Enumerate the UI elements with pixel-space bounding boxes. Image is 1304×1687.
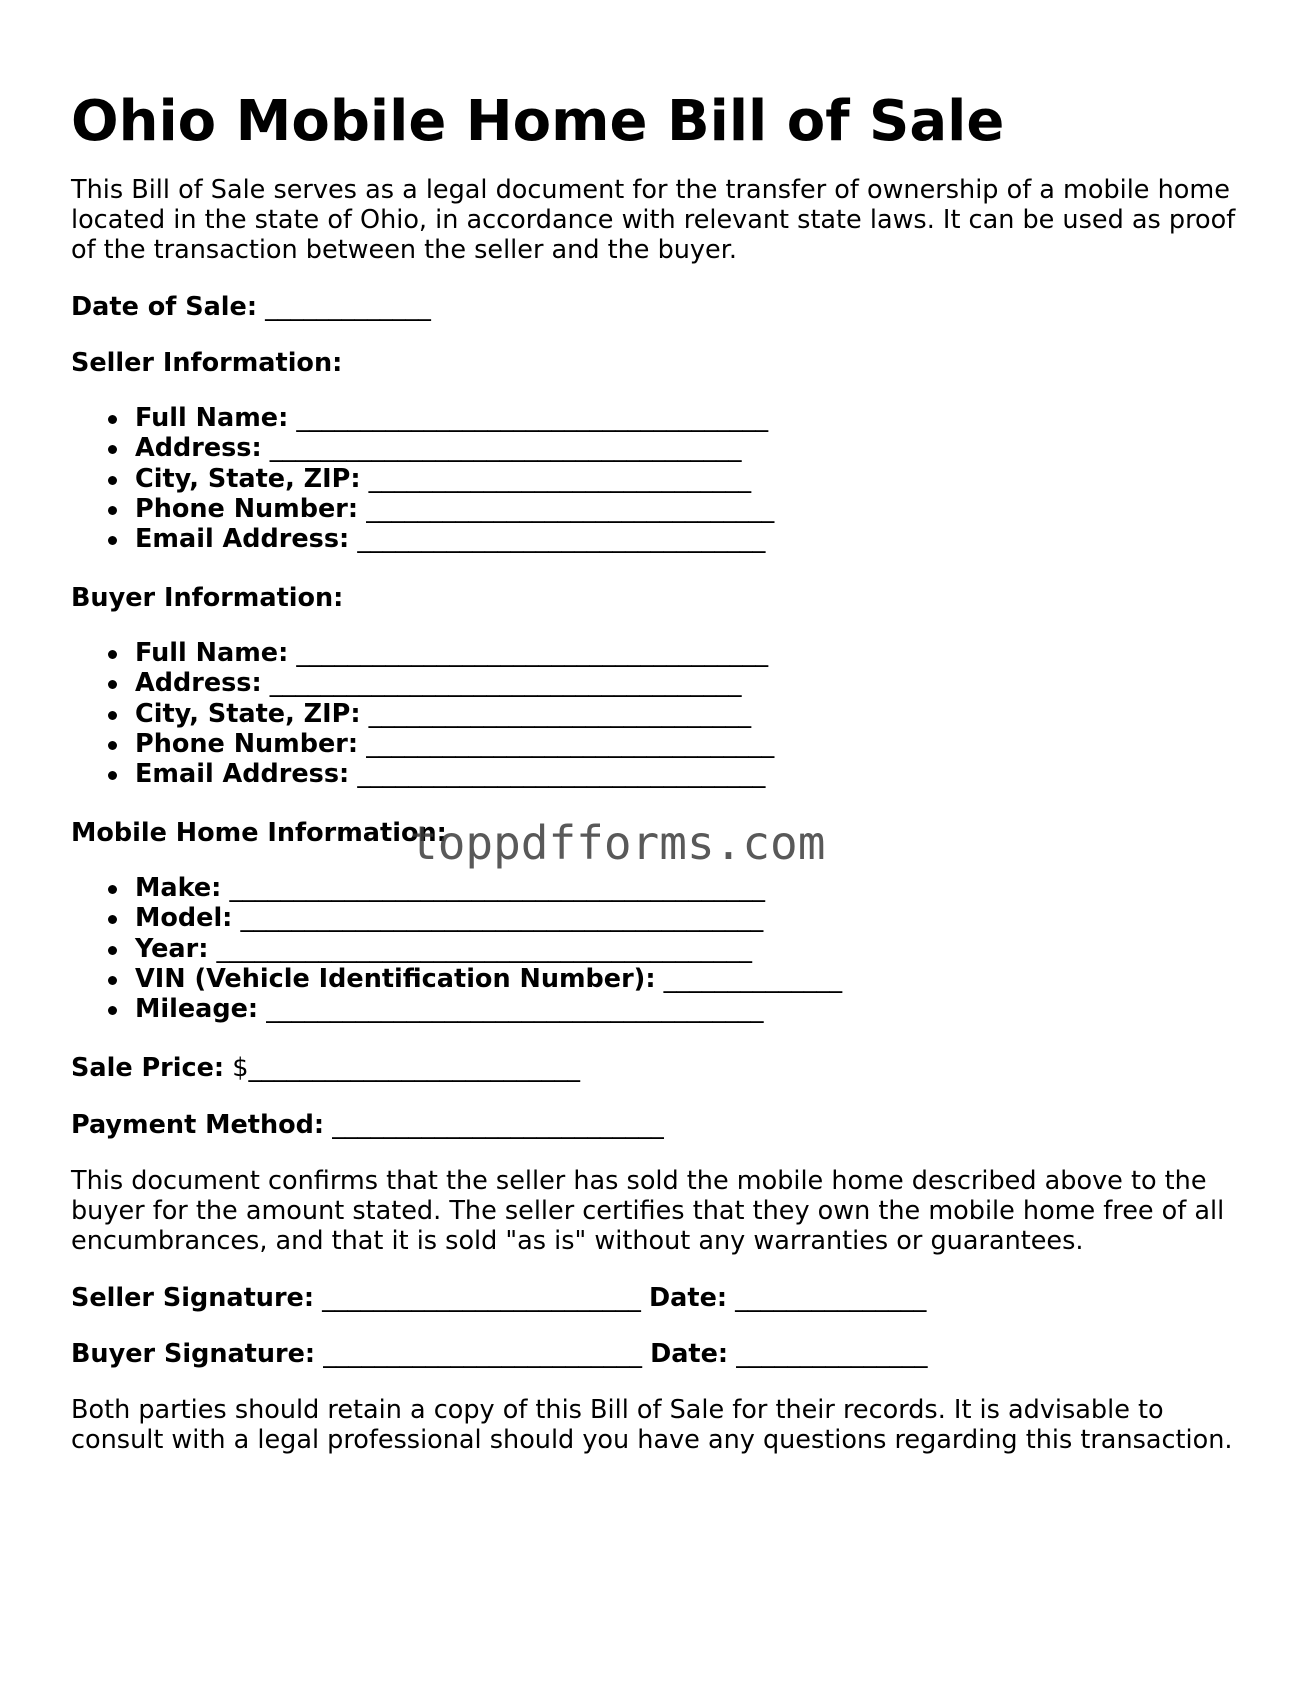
field-label: Email Address: [135, 759, 350, 790]
field-label: City, State, ZIP: [135, 698, 361, 729]
payment-method-label: Payment Method: [71, 1110, 325, 1140]
vin-item [71, 964, 842, 994]
buyer-email-item [71, 759, 774, 789]
mileage-item [71, 994, 842, 1024]
sale-price-blank[interactable]: $__________________________ [232, 1053, 580, 1083]
buyer-date-blank[interactable]: _______________ [736, 1339, 928, 1369]
mobile-home-section-title: Mobile Home Information: [71, 818, 447, 848]
field-label: Phone Number: [135, 728, 359, 759]
payment-method-blank[interactable]: __________________________ [332, 1110, 664, 1140]
seller-signature-blank[interactable]: _________________________ [322, 1283, 641, 1313]
bullet-icon [108, 915, 117, 924]
year-blank[interactable]: __________________________________________ [216, 933, 753, 964]
sale-price-field [71, 1053, 580, 1083]
date-of-sale-blank[interactable]: _____________ [265, 292, 431, 322]
page-title: Ohio Mobile Home Bill of Sale [71, 89, 1005, 154]
seller-email-blank[interactable]: ________________________________ [357, 524, 766, 555]
field-label: VIN (Vehicle Identification Number): [135, 963, 656, 994]
field-label: Address: [135, 668, 262, 699]
bullet-icon [108, 650, 117, 659]
model-item [71, 903, 842, 933]
vin-blank[interactable]: ______________ [663, 963, 843, 994]
seller-city-state-zip-blank[interactable]: ______________________________ [368, 463, 752, 494]
seller-email-item [71, 524, 774, 554]
buyer-city-state-zip-item [71, 699, 774, 729]
field-label: Year: [135, 933, 209, 964]
bullet-icon [108, 680, 117, 689]
field-label: Full Name: [135, 403, 289, 433]
field-label: Full Name: [135, 638, 289, 668]
buyer-full-name-item [71, 638, 774, 668]
field-label: Mileage: [135, 994, 259, 1025]
date-of-sale-field [71, 292, 431, 322]
mileage-blank[interactable]: _______________________________________ [266, 994, 764, 1025]
buyer-phone-item [71, 729, 774, 759]
seller-phone-blank[interactable]: ________________________________ [366, 493, 775, 524]
buyer-date-label: Date: [650, 1339, 729, 1369]
payment-method-field [71, 1110, 664, 1140]
seller-date-blank[interactable]: _______________ [735, 1283, 927, 1313]
bullet-icon [108, 445, 117, 454]
buyer-fields-list [71, 638, 774, 789]
year-item [71, 934, 842, 964]
bullet-icon [108, 476, 117, 485]
buyer-city-state-zip-blank[interactable]: ______________________________ [368, 698, 752, 729]
field-label: Address: [135, 433, 262, 464]
date-of-sale-label: Date of Sale: [71, 292, 258, 322]
seller-signature-line [71, 1283, 926, 1313]
buyer-phone-blank[interactable]: ________________________________ [366, 728, 775, 759]
confirmation-paragraph: This document confirms that the seller has sold the mobile home described above to the buyer for the amount stated. The seller certifies that they own the mobile home free of all encumbrances, and that it is sold "as is" without any warranties or guarantees. [71, 1166, 1225, 1256]
field-label: Make: [135, 873, 222, 903]
seller-city-state-zip-item [71, 464, 774, 494]
bullet-icon [108, 885, 117, 894]
buyer-address-item [71, 668, 774, 698]
field-label: Phone Number: [135, 493, 359, 524]
mobile-home-fields-list [71, 873, 842, 1024]
seller-full-name-item [71, 403, 774, 433]
seller-address-blank[interactable]: _____________________________________ [269, 433, 742, 464]
bullet-icon [108, 946, 117, 955]
bullet-icon [108, 536, 117, 545]
buyer-signature-line [71, 1339, 927, 1369]
make-blank[interactable]: __________________________________________ [229, 873, 765, 903]
buyer-section-title: Buyer Information: [71, 583, 344, 613]
bullet-icon [108, 415, 117, 424]
bullet-icon [108, 976, 117, 985]
bullet-icon [108, 741, 117, 750]
closing-paragraph: Both parties should retain a copy of this Bill of Sale for their records. It is advisable to consult with a legal professional should you have any questions regarding this transaction. [71, 1395, 1233, 1455]
bullet-icon [108, 506, 117, 515]
buyer-email-blank[interactable]: ________________________________ [357, 759, 766, 790]
seller-signature-label: Seller Signature: [71, 1283, 315, 1313]
sale-price-label: Sale Price: [71, 1053, 225, 1083]
buyer-signature-blank[interactable]: _________________________ [323, 1339, 642, 1369]
seller-fields-list [71, 403, 774, 554]
watermark: toppdfforms.com [410, 816, 826, 870]
bullet-icon [108, 771, 117, 780]
model-blank[interactable]: _________________________________________ [240, 903, 764, 934]
buyer-signature-label: Buyer Signature: [71, 1339, 316, 1369]
field-label: Model: [135, 903, 233, 934]
buyer-address-blank[interactable]: _____________________________________ [269, 668, 742, 699]
bullet-icon [108, 711, 117, 720]
buyer-full-name-blank[interactable]: _____________________________________ [296, 638, 769, 668]
make-item [71, 873, 842, 903]
seller-phone-item [71, 494, 774, 524]
intro-paragraph: This Bill of Sale serves as a legal document for the transfer of ownership of a mobile home located in the state of Ohio, in accordance with relevant state laws. It can be used as proof of the transaction between the seller and the buyer. [71, 175, 1236, 265]
seller-date-label: Date: [649, 1283, 728, 1313]
field-label: City, State, ZIP: [135, 463, 361, 494]
seller-full-name-blank[interactable]: _____________________________________ [296, 403, 769, 433]
seller-address-item [71, 433, 774, 463]
seller-section-title: Seller Information: [71, 348, 343, 378]
field-label: Email Address: [135, 524, 350, 555]
bullet-icon [108, 1006, 117, 1015]
